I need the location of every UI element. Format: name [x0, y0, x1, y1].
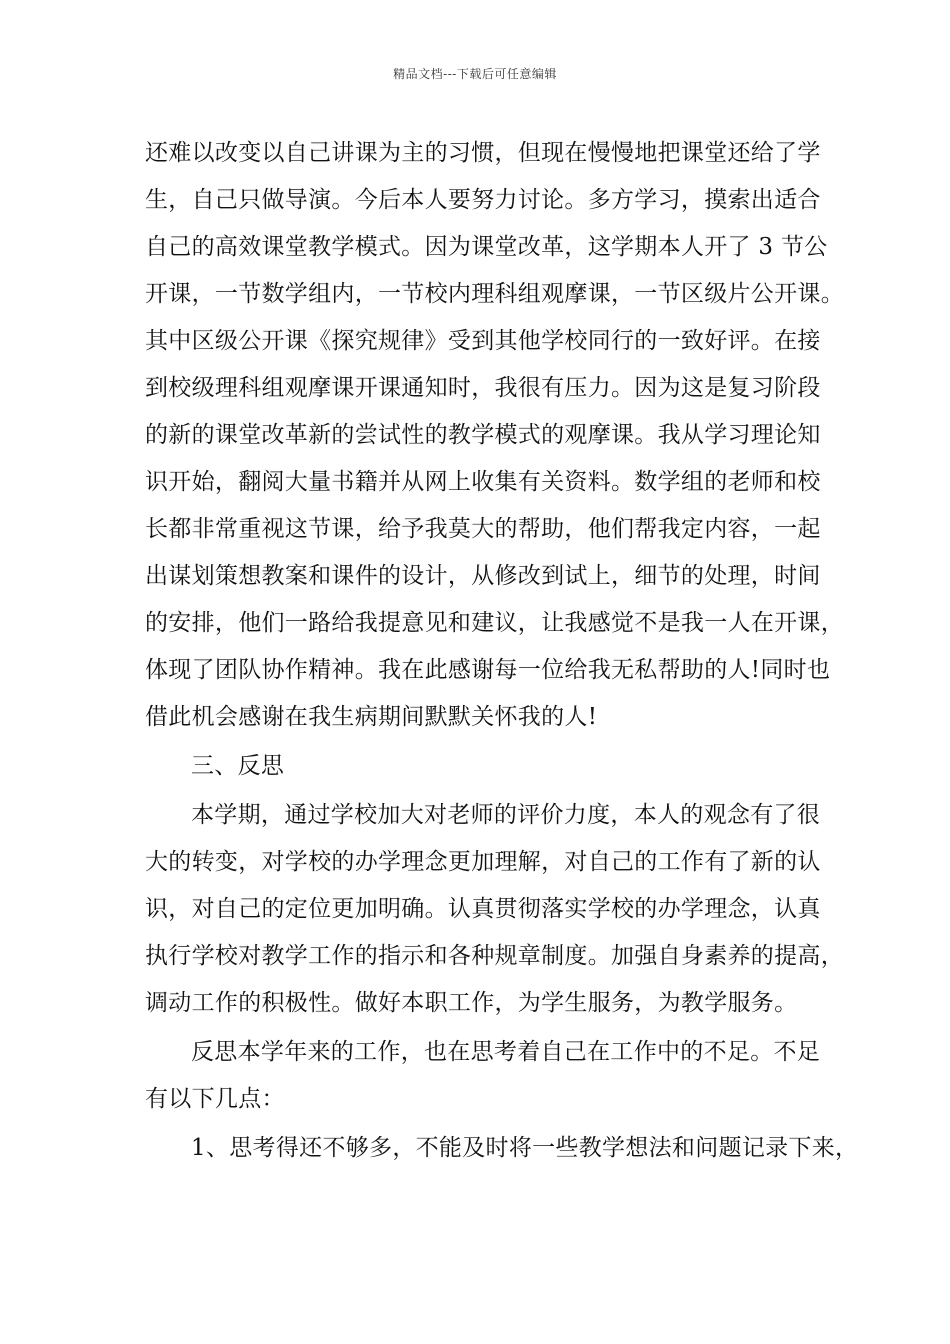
text-line: 反思本学年来的工作，也在思考着自己在工作中的不足。不足 [191, 1039, 821, 1065]
text-line: 其中区级公开课《探究规律》受到其他学校同行的一致好评。在接 [145, 328, 821, 354]
text-line: 1、思考得还不够多，不能及时将一些教学想法和问题记录下来， [191, 1135, 859, 1161]
text-line: 本学期，通过学校加大对老师的评价力度，本人的观念有了很 [191, 802, 821, 828]
text-line: 体现了团队协作精神。我在此感谢每一位给我无私帮助的人!同时也 [145, 657, 831, 683]
text-line: 还难以改变以自己讲课为主的习惯，但现在慢慢地把课堂还给了学 [145, 140, 821, 166]
text-line: 借此机会感谢在我生病期间默默关怀我的人! [145, 704, 598, 730]
paragraph-shortcomings-intro [145, 1029, 825, 1123]
paragraph-attitude-change [145, 792, 844, 1027]
text-line: 有以下几点： [145, 1086, 285, 1112]
text-line: 的安排，他们一路给我提意见和建议，让我感觉不是我一人在开课， [145, 610, 844, 636]
text-line: 生，自己只做导演。今后本人要努力讨论。多方学习，摸索出适合 [145, 187, 821, 213]
document-body [145, 130, 859, 1172]
text-line: 开课，一节数学组内，一节校内理科组观摩课，一节区级片公开课。 [145, 281, 844, 307]
text-line: 大的转变，对学校的办学理念更加理解，对自己的工作有了新的认 [145, 849, 821, 875]
paragraph-teaching-reform [145, 130, 844, 741]
text-line: 长都非常重视这节课，给予我莫大的帮助，他们帮我定内容，一起 [145, 516, 821, 542]
page-header: 精品文档---下载后可任意编辑 [393, 67, 557, 81]
list-item-shortcoming-1 [145, 1125, 859, 1172]
text-line: 识，对自己的定位更加明确。认真贯彻落实学校的办学理念，认真 [145, 896, 821, 922]
text-line: 识开始，翻阅大量书籍并从网上收集有关资料。数学组的老师和校 [145, 469, 821, 495]
text-line: 到校级理科组观摩课开课通知时，我很有压力。因为这是复习阶段 [145, 375, 821, 401]
text-line: 调动工作的积极性。做好本职工作，为学生服务，为教学服务。 [145, 990, 798, 1016]
text-line: 出谋划策想教案和课件的设计，从修改到试上，细节的处理，时间 [145, 563, 821, 589]
text-line: 自己的高效课堂教学模式。因为课堂改革，这学期本人开了 3 节公 [145, 234, 828, 260]
section-heading-reflection: 三、反思 [191, 753, 285, 779]
text-line: 执行学校对教学工作的指示和各种规章制度。加强自身素养的提高， [145, 943, 844, 969]
text-line: 的新的课堂改革新的尝试性的教学模式的观摩课。我从学习理论知 [145, 422, 821, 448]
